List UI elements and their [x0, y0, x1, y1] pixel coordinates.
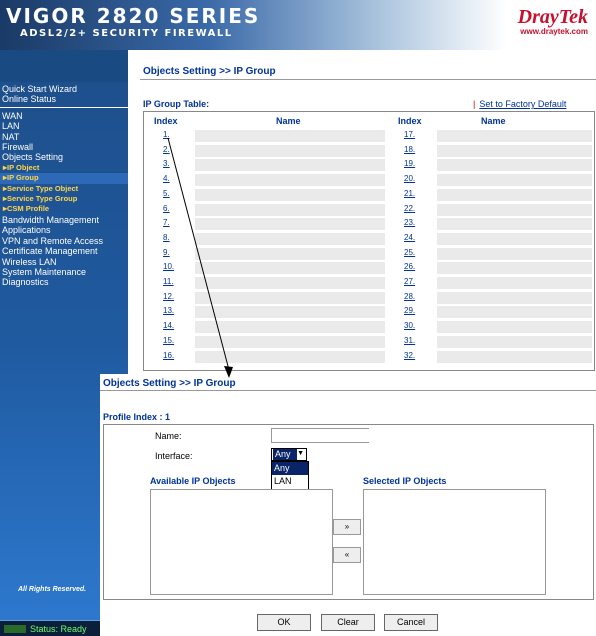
index-link[interactable]: 30. — [404, 321, 416, 331]
ok-button[interactable]: OK — [257, 614, 311, 631]
nav-ip-group[interactable]: ▸ IP Group — [0, 173, 128, 183]
arrow-head — [224, 366, 233, 378]
index-link[interactable]: 20. — [404, 174, 416, 184]
nav-quick-start[interactable]: Quick Start Wizard — [2, 84, 78, 94]
interface-value: Any — [273, 449, 297, 460]
index-link[interactable]: 1. — [163, 130, 170, 139]
model-title: VIGOR 2820 SERIES — [6, 4, 261, 28]
index-link[interactable]: 6. — [163, 203, 170, 213]
index-link[interactable]: 2. — [163, 144, 170, 154]
brand-name: DrayTek — [517, 6, 588, 28]
nav-lan[interactable]: LAN — [2, 121, 20, 132]
factory-separator: | — [473, 99, 476, 109]
index-link[interactable]: 10. — [163, 262, 175, 272]
name-label: Name: — [155, 431, 182, 441]
index-link[interactable]: 32. — [404, 350, 416, 360]
status-text: Status: Ready — [30, 624, 87, 634]
index-link[interactable]: 14. — [163, 321, 175, 331]
index-link[interactable]: 21. — [404, 188, 416, 198]
factory-default-link[interactable]: Set to Factory Default — [479, 99, 567, 109]
model-subtitle: ADSL2/2+ SECURITY FIREWALL — [20, 28, 233, 39]
index-link[interactable]: 3. — [163, 159, 170, 169]
index-link[interactable]: 16. — [163, 350, 175, 360]
nav-vpn-remote-access[interactable]: VPN and Remote Access — [2, 235, 104, 246]
dialog-title: Objects Setting >> IP Group — [103, 378, 236, 389]
nav-ip-object[interactable]: ▸ IP Object — [0, 163, 128, 173]
cancel-button[interactable]: Cancel — [384, 614, 438, 631]
nav-csm-profile[interactable]: ▸ CSM Profile — [0, 204, 128, 214]
selected-header: Selected IP Objects — [363, 476, 447, 486]
index-link[interactable]: 18. — [404, 144, 416, 154]
table-title: IP Group Table: — [143, 99, 210, 109]
index-link[interactable]: 23. — [404, 218, 416, 228]
remove-button[interactable]: « — [333, 547, 361, 563]
index-link[interactable]: 11. — [163, 277, 174, 286]
nav-nat[interactable]: NAT — [2, 131, 20, 142]
index-link[interactable]: 24. — [404, 232, 416, 242]
index-link[interactable]: 31. — [404, 335, 416, 345]
nav-firewall[interactable]: Firewall — [2, 142, 34, 153]
page-title: Objects Setting >> IP Group — [143, 66, 276, 77]
index-link[interactable]: 12. — [163, 291, 175, 301]
index-link[interactable]: 27. — [404, 277, 416, 286]
index-link[interactable]: 8. — [163, 232, 170, 242]
index-link[interactable]: 28. — [404, 291, 416, 301]
nav-wan[interactable]: WAN — [2, 110, 23, 121]
index-link[interactable]: 5. — [163, 188, 170, 198]
index-link[interactable]: 9. — [163, 247, 170, 257]
index-link[interactable]: 17. — [404, 130, 416, 139]
profile-index: Profile Index : 1 — [103, 412, 171, 422]
chevron-down-icon[interactable]: ▼ — [297, 450, 304, 457]
option-lan[interactable]: LAN — [274, 476, 292, 486]
add-button[interactable]: » — [333, 519, 361, 535]
index-link[interactable]: 13. — [163, 306, 175, 316]
rights-text: All Rights Reserved. — [18, 586, 87, 593]
nav-service-type-group[interactable]: ▸ Service Type Group — [0, 194, 128, 204]
option-any[interactable]: Any — [272, 462, 308, 475]
header-index-right: Index — [398, 116, 422, 126]
nav-diagnostics[interactable]: Diagnostics — [2, 277, 49, 288]
index-link[interactable]: 29. — [404, 306, 416, 316]
clear-button[interactable]: Clear — [321, 614, 375, 631]
index-link[interactable]: 25. — [404, 247, 416, 257]
index-link[interactable]: 26. — [404, 262, 416, 272]
nav-wireless-lan[interactable]: Wireless LAN — [2, 256, 57, 267]
index-link[interactable]: 22. — [404, 203, 416, 213]
nav-objects-setting[interactable]: Objects Setting — [2, 152, 64, 163]
nav-service-type-object[interactable]: ▸ Service Type Object — [0, 184, 128, 194]
nav-online-status[interactable]: Online Status — [2, 94, 57, 105]
nav-certificate-management[interactable]: Certificate Management — [2, 246, 98, 257]
nav-bandwidth-management[interactable]: Bandwidth Management — [2, 214, 100, 225]
arrow-line — [168, 138, 229, 370]
index-link[interactable]: 4. — [163, 174, 170, 184]
index-link[interactable]: 7. — [163, 218, 170, 228]
header-index-left: Index — [154, 116, 178, 126]
nav-applications[interactable]: Applications — [2, 225, 51, 236]
available-header: Available IP Objects — [150, 476, 236, 486]
index-link[interactable]: 19. — [404, 159, 416, 169]
interface-label: Interface: — [155, 451, 193, 461]
header-name-left: Name — [276, 116, 301, 126]
index-link[interactable]: 15. — [163, 335, 175, 345]
brand-url: www.draytek.com — [520, 27, 588, 36]
nav-system-maintenance[interactable]: System Maintenance — [2, 266, 87, 277]
header-name-right: Name — [481, 116, 506, 126]
